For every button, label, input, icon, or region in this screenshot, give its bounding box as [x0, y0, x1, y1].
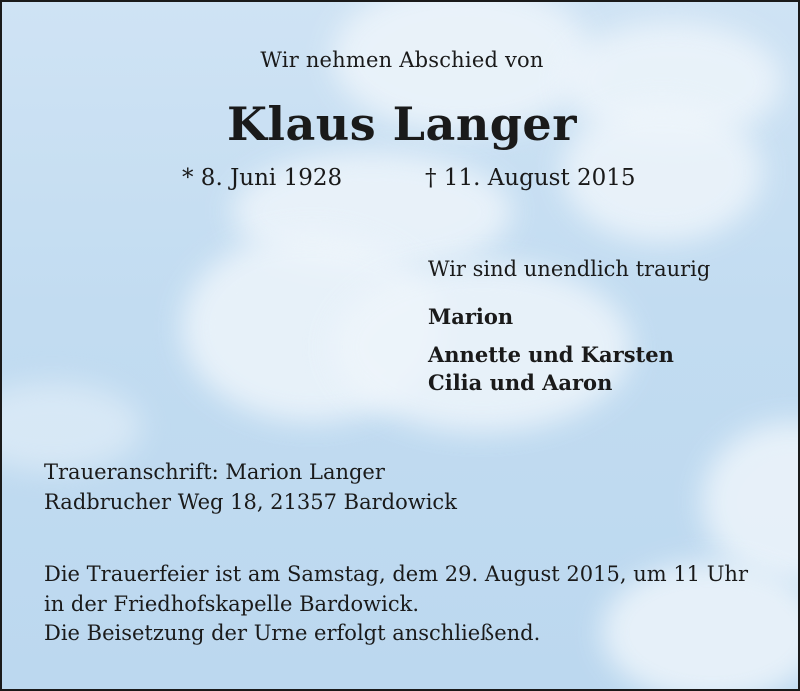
- family-member: Cilia und Aaron: [428, 370, 613, 395]
- deceased-name: Klaus Langer: [227, 97, 577, 151]
- mourning-line: Wir sind unendlich traurig: [428, 257, 711, 281]
- burial-details: Die Beisetzung der Urne erfolgt anschließend.: [44, 621, 541, 645]
- service-details: Die Trauerfeier ist am Samstag, dem 29. August 2015, um 11 Uhr: [44, 562, 748, 586]
- family-member: Annette und Karsten: [428, 342, 674, 367]
- birth-date: * 8. Juni 1928: [182, 165, 343, 191]
- service-location: in der Friedhofskapelle Bardowick.: [44, 592, 419, 616]
- mourning-address: Radbrucher Weg 18, 21357 Bardowick: [44, 490, 457, 514]
- intro-line: Wir nehmen Abschied von: [260, 48, 544, 72]
- mourning-address-label: Traueranschrift: Marion Langer: [44, 460, 385, 484]
- family-member: Marion: [428, 304, 514, 329]
- death-date: † 11. August 2015: [425, 165, 636, 191]
